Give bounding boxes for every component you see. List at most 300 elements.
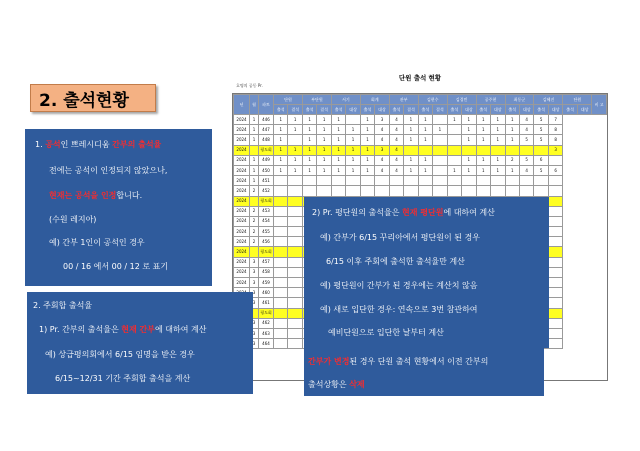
table-cell: [548, 267, 562, 277]
table-subheader-cell: 결석: [288, 105, 302, 115]
table-cell: 1: [274, 145, 288, 155]
table-subheader-cell: 출석: [476, 105, 490, 115]
table-cell: [433, 135, 447, 145]
table-cell: 2024: [234, 176, 250, 186]
table-cell: 6: [534, 155, 548, 165]
note-line: [308, 356, 488, 367]
table-cell: 1: [404, 155, 418, 165]
table-cell: 평도회: [259, 145, 274, 155]
table-cell: 2024: [234, 257, 250, 267]
table-cell: 1: [274, 155, 288, 165]
table-header-cell: 김경민: [447, 95, 476, 105]
table-cell: [491, 176, 505, 186]
table-cell: 1: [331, 125, 345, 135]
table-cell: 1: [418, 115, 432, 125]
table-cell: [288, 206, 302, 216]
table-cell: [433, 186, 447, 196]
table-cell: 1: [418, 155, 432, 165]
table-cell: [274, 186, 288, 196]
table-cell: 452: [259, 186, 274, 196]
table-cell: 6: [548, 165, 562, 175]
table-cell: 1: [346, 165, 360, 175]
table-cell: 1: [404, 125, 418, 135]
table-cell: [505, 145, 519, 155]
table-cell: 1: [462, 155, 476, 165]
table-cell: [250, 145, 259, 155]
table-cell: [274, 288, 288, 298]
table-cell: [274, 176, 288, 186]
table-cell: [288, 257, 302, 267]
table-cell: 4: [389, 165, 403, 175]
table-cell: [375, 176, 389, 186]
table-cell: 1: [476, 155, 490, 165]
table-cell: 1: [317, 145, 331, 155]
table-cell: [462, 186, 476, 196]
table-cell: 2024: [234, 267, 250, 277]
note-line: 6/15~12/31 기간 주회합 출석을 계산: [55, 374, 191, 383]
note-text: 에 대하여 계산: [154, 325, 207, 334]
table-cell: 1: [476, 115, 490, 125]
table-subheader-cell: 출석: [418, 105, 432, 115]
table-subheader-cell: 대상: [346, 105, 360, 115]
table-row: [234, 165, 607, 175]
note-text: 에 대하여 계산: [443, 208, 495, 217]
table-header-row: [234, 95, 607, 105]
table-cell: 1: [274, 135, 288, 145]
note-line: 6/15 이후 주회에 출석한 출석율만 계산: [326, 257, 465, 266]
table-cell: 5: [534, 135, 548, 145]
table-cell: 1: [418, 135, 432, 145]
table-cell: [433, 176, 447, 186]
table-header-cell: 파트: [259, 95, 274, 115]
table-header-cell: 공주현: [476, 95, 505, 105]
table-cell: [548, 278, 562, 288]
table-cell: [375, 186, 389, 196]
table-header-cell: 단원: [563, 95, 592, 105]
table-subheader-cell: 대상: [462, 105, 476, 115]
table-cell: 3: [250, 257, 259, 267]
table-cell: 1: [476, 165, 490, 175]
table-cell: 1: [418, 125, 432, 135]
table-subheader-cell: 대상: [577, 105, 591, 115]
table-cell: [447, 135, 461, 145]
table-cell: 1: [317, 165, 331, 175]
table-cell: [505, 176, 519, 186]
table-cell: [447, 176, 461, 186]
table-cell: 1: [250, 125, 259, 135]
note-line: 00 / 16 에서 00 / 12 로 표기: [63, 262, 169, 271]
table-cell: [274, 206, 288, 216]
table-cell: 2024: [234, 155, 250, 165]
table-cell: [331, 176, 345, 186]
table-cell: 1: [491, 125, 505, 135]
table-cell: [447, 125, 461, 135]
table-cell: 1: [360, 135, 374, 145]
table-cell: 1: [317, 115, 331, 125]
table-header-cell: 서기: [331, 95, 360, 105]
table-cell: 454: [259, 216, 274, 226]
table-cell: 1: [250, 135, 259, 145]
note-line: 예) 상급평의회에서 6/15 임명을 받은 경우: [45, 350, 195, 359]
table-cell: 1: [360, 165, 374, 175]
table-cell: 2: [250, 237, 259, 247]
table-row: [234, 135, 607, 145]
table-cell: [317, 176, 331, 186]
table-cell: [548, 237, 562, 247]
table-subheader-cell: 출석: [274, 105, 288, 115]
table-cell: [433, 115, 447, 125]
table-cell: [288, 227, 302, 237]
table-cell: [548, 288, 562, 298]
table-row: [234, 145, 607, 155]
table-cell: 3: [250, 267, 259, 277]
table-cell: 1: [447, 165, 461, 175]
note-line: 예) 간부 1인이 공석인 경우: [49, 238, 145, 247]
table-cell: [288, 278, 302, 288]
table-cell: 1: [418, 165, 432, 175]
table-cell: 2024: [234, 115, 250, 125]
table-cell: 평도회: [259, 196, 274, 206]
table-cell: [389, 176, 403, 186]
table-cell: 1: [462, 135, 476, 145]
table-cell: 1: [433, 125, 447, 135]
highlight-text: 현재는 공석을 인정: [49, 191, 117, 200]
table-cell: 448: [259, 135, 274, 145]
table-cell: 1: [476, 135, 490, 145]
table-cell: 3: [250, 298, 259, 308]
table-header-cell: 단원: [274, 95, 303, 105]
table-cell: [476, 186, 490, 196]
highlight-text: 간부의 출석율: [112, 140, 162, 149]
table-cell: 1: [346, 125, 360, 135]
table-cell: 평도회: [259, 247, 274, 257]
table-cell: 2024: [234, 206, 250, 216]
note-line: [35, 139, 161, 150]
table-cell: [548, 257, 562, 267]
table-cell: 1: [462, 165, 476, 175]
table-header-cell: 김혜진: [534, 95, 563, 105]
table-cell: 2024: [234, 247, 250, 257]
table-cell: [274, 196, 288, 206]
note-box-officer-change: [304, 348, 544, 396]
table-cell: 451: [259, 176, 274, 186]
table-cell: 1: [346, 135, 360, 145]
table-cell: [548, 206, 562, 216]
table-row: [234, 176, 607, 186]
table-cell: 5: [519, 135, 533, 145]
table-cell: 2024: [234, 145, 250, 155]
table-cell: 1: [288, 115, 302, 125]
table-cell: [274, 237, 288, 247]
table-cell: [519, 145, 533, 155]
table-cell: 4: [389, 145, 403, 155]
table-subheader-cell: 결석: [433, 105, 447, 115]
table-cell: 7: [548, 115, 562, 125]
table-subheader-cell: 출석: [447, 105, 461, 115]
table-cell: [360, 186, 374, 196]
table-cell: 1: [302, 155, 316, 165]
table-header-cell: 관부: [389, 95, 418, 105]
table-cell: 3: [548, 145, 562, 155]
table-cell: [548, 196, 562, 206]
highlight-text: 현재 간부: [121, 325, 155, 334]
table-cell: [548, 298, 562, 308]
table-cell: 5: [519, 155, 533, 165]
table-cell: [288, 267, 302, 277]
table-cell: [360, 176, 374, 186]
highlight-text: 공석: [45, 140, 61, 149]
table-cell: 1: [462, 125, 476, 135]
table-cell: [418, 145, 432, 155]
table-cell: 1: [274, 115, 288, 125]
table-cell: 1: [302, 135, 316, 145]
table-cell: [519, 186, 533, 196]
table-cell: 1: [491, 165, 505, 175]
table-cell: 464: [259, 339, 274, 349]
table-cell: 5: [534, 165, 548, 175]
table-cell: [404, 176, 418, 186]
note-box-meeting-attendance: [27, 292, 253, 394]
table-cell: [274, 298, 288, 308]
table-cell: 4: [389, 115, 403, 125]
table-cell: [548, 339, 562, 349]
table-cell: 1: [447, 115, 461, 125]
table-cell: 3: [250, 288, 259, 298]
table-cell: 456: [259, 237, 274, 247]
table-cell: 2024: [234, 135, 250, 145]
table-cell: [548, 216, 562, 226]
table-cell: 1: [360, 125, 374, 135]
table-cell: [274, 227, 288, 237]
table-cell: 1: [505, 125, 519, 135]
table-cell: 4: [519, 115, 533, 125]
table-cell: [404, 145, 418, 155]
table-cell: 1: [274, 165, 288, 175]
table-cell: [288, 186, 302, 196]
table-cell: 459: [259, 278, 274, 288]
table-cell: [288, 176, 302, 186]
table-cell: [288, 339, 302, 349]
note-text: 출석상황은: [308, 380, 350, 389]
note-line: (수원 레지아): [49, 215, 97, 224]
table-cell: 1: [331, 155, 345, 165]
table-subheader-cell: 대상: [491, 105, 505, 115]
note-text: 된 경우 단원 출석 현황에서 이전 간부의: [349, 357, 489, 366]
table-cell: [331, 186, 345, 196]
sheet-title: 단원 출석 현황: [398, 74, 442, 82]
table-cell: [302, 176, 316, 186]
table-subheader-cell: 결석: [317, 105, 331, 115]
table-cell: [250, 196, 259, 206]
table-cell: [288, 237, 302, 247]
table-cell: 450: [259, 165, 274, 175]
table-cell: [274, 328, 288, 338]
table-cell: 460: [259, 288, 274, 298]
table-cell: 1: [505, 165, 519, 175]
table-cell: 1: [360, 115, 374, 125]
highlight-text: 간부가 변경: [308, 357, 350, 366]
table-cell: [317, 186, 331, 196]
table-cell: [274, 247, 288, 257]
table-cell: 457: [259, 257, 274, 267]
table-cell: 1: [404, 165, 418, 175]
table-cell: [433, 145, 447, 155]
table-cell: 2: [250, 216, 259, 226]
table-subheader-cell: 출석: [302, 105, 316, 115]
table-cell: 1: [491, 155, 505, 165]
note-line: 예) 평단원이 간부가 된 경우에는 계산치 않음: [320, 281, 478, 290]
table-cell: [288, 135, 302, 145]
table-cell: 1: [491, 135, 505, 145]
note-text: 1) Pr. 간부의 출석율은: [39, 325, 122, 334]
table-cell: 1: [302, 115, 316, 125]
table-cell: [519, 176, 533, 186]
table-cell: [288, 216, 302, 226]
table-cell: [447, 186, 461, 196]
table-cell: [250, 247, 259, 257]
table-cell: [433, 155, 447, 165]
table-header-cell: 최동군: [505, 95, 534, 105]
table-cell: [548, 318, 562, 328]
note-line: 예비단원으로 입단한 날부터 계산: [328, 328, 444, 337]
table-cell: 1: [288, 155, 302, 165]
table-cell: 2024: [234, 278, 250, 288]
note-line: 예) 새로 입단한 경우: 연속으로 3번 참관하여: [320, 305, 478, 314]
table-header-cell: 부단원: [302, 95, 331, 105]
table-cell: 8: [548, 135, 562, 145]
table-cell: [548, 227, 562, 237]
table-cell: 1: [302, 165, 316, 175]
table-cell: [548, 308, 562, 318]
table-cell: 455: [259, 227, 274, 237]
table-cell: 4: [375, 155, 389, 165]
table-cell: 2024: [234, 196, 250, 206]
table-cell: [548, 247, 562, 257]
table-cell: 463: [259, 328, 274, 338]
table-cell: 1: [250, 165, 259, 175]
table-row: [234, 115, 607, 125]
note-box-regular-members: [304, 197, 549, 348]
table-cell: 평도회: [259, 308, 274, 318]
table-cell: [534, 186, 548, 196]
table-cell: [302, 186, 316, 196]
table-cell: [418, 186, 432, 196]
table-cell: [447, 145, 461, 155]
table-cell: 1: [505, 115, 519, 125]
table-cell: 462: [259, 318, 274, 328]
table-cell: 1: [317, 135, 331, 145]
highlight-text: 현재 평단원: [402, 208, 444, 217]
note-text: 1.: [35, 140, 46, 149]
table-header-cell: 회계: [360, 95, 389, 105]
table-cell: 453: [259, 206, 274, 216]
table-cell: 4: [389, 155, 403, 165]
table-row: [234, 155, 607, 165]
table-cell: 449: [259, 155, 274, 165]
table-cell: [274, 216, 288, 226]
table-row: [234, 125, 607, 135]
note-line: [49, 190, 142, 201]
table-cell: [548, 186, 562, 196]
note-line: 전에는 공석이 인정되지 않았으나,: [49, 166, 168, 175]
table-cell: [404, 186, 418, 196]
table-cell: 446: [259, 115, 274, 125]
table-cell: 3: [250, 339, 259, 349]
table-cell: 4: [375, 135, 389, 145]
table-cell: [534, 145, 548, 155]
table-subheader-cell: 결석: [404, 105, 418, 115]
table-cell: 2: [505, 155, 519, 165]
table-cell: [288, 328, 302, 338]
table-cell: 447: [259, 125, 274, 135]
table-cell: 5: [534, 125, 548, 135]
note-box-vacancy: [25, 129, 212, 286]
table-cell: [288, 196, 302, 206]
table-cell: [274, 278, 288, 288]
table-cell: 1: [331, 145, 345, 155]
table-row: [234, 186, 607, 196]
table-subheader-row: [234, 105, 607, 115]
table-subheader-cell: 대상: [519, 105, 533, 115]
table-cell: 1: [462, 115, 476, 125]
table-cell: [288, 308, 302, 318]
table-cell: 1: [250, 155, 259, 165]
table-header-cell: 년: [234, 95, 250, 115]
note-text: 합니다.: [116, 191, 143, 200]
table-cell: [462, 176, 476, 186]
note-line: 2. 주회합 출석율: [33, 301, 93, 310]
table-cell: [274, 267, 288, 277]
table-cell: [274, 308, 288, 318]
table-cell: 1: [288, 145, 302, 155]
table-cell: 4: [375, 165, 389, 175]
table-subheader-cell: 출석: [563, 105, 577, 115]
note-line: 예) 간부가 6/15 꾸리아에서 평단원이 된 경우: [320, 233, 480, 242]
table-cell: 1: [476, 125, 490, 135]
note-text: 2) Pr. 평단원의 출석율은: [312, 208, 402, 217]
table-cell: 4: [519, 165, 533, 175]
table-cell: 1: [331, 135, 345, 145]
table-cell: [346, 176, 360, 186]
table-cell: [476, 176, 490, 186]
table-cell: [505, 186, 519, 196]
table-cell: 1: [288, 165, 302, 175]
table-cell: [288, 247, 302, 257]
table-cell: [491, 186, 505, 196]
table-cell: [548, 176, 562, 186]
table-cell: 8: [548, 125, 562, 135]
table-cell: 1: [317, 155, 331, 165]
table-cell: [389, 186, 403, 196]
table-cell: 2024: [234, 216, 250, 226]
note-line: [312, 207, 495, 218]
table-subheader-cell: 대상: [548, 105, 562, 115]
table-cell: [491, 145, 505, 155]
table-cell: 1: [360, 145, 374, 155]
table-cell: 1: [491, 115, 505, 125]
table-cell: 2: [250, 186, 259, 196]
table-cell: [548, 328, 562, 338]
table-cell: 1: [331, 165, 345, 175]
table-cell: [418, 176, 432, 186]
table-cell: 2024: [234, 227, 250, 237]
highlight-text: 삭제: [349, 380, 365, 389]
table-cell: 1: [346, 155, 360, 165]
table-cell: [288, 318, 302, 328]
table-cell: 3: [250, 328, 259, 338]
table-cell: 458: [259, 267, 274, 277]
table-cell: [433, 165, 447, 175]
